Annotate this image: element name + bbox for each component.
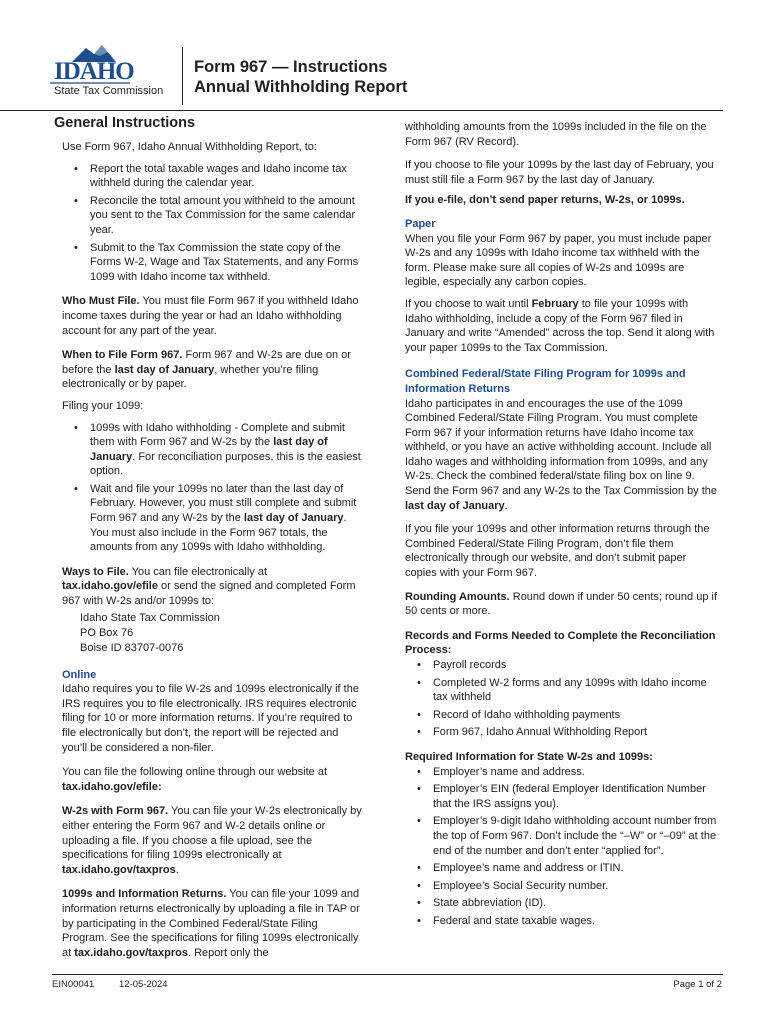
address-line: Idaho State Tax Commission <box>80 611 220 624</box>
footer-divider <box>52 974 723 975</box>
idaho-logo <box>50 42 176 100</box>
form-code: EIN00041 <box>52 979 95 990</box>
w2-end: . <box>175 863 179 876</box>
info-end: . Report only the <box>187 946 269 959</box>
efile-link[interactable]: tax.idaho.gov/efile <box>62 580 158 593</box>
filing-1099-label: Filing your 1099: <box>62 399 144 412</box>
right-column-rule <box>398 110 723 111</box>
ways-text-end: or send the signed and completed Form 967 with W-2s and/or 1099s to: <box>62 580 356 608</box>
list-item: • Employer’s EIN (federal Employer Identification Number that the IRS assigns you). <box>433 782 718 811</box>
list-item: • Form 967, Idaho Annual Withholding Report <box>433 725 718 740</box>
paper-text: When you file your Form 967 by paper, you must include paper W-2s and any 1099s with Idaho income tax withheld with the form. Please make sure all copies of W-2s and 1099s are legible, especially any carbon copies. <box>405 232 712 289</box>
taxpros-link-2[interactable]: tax.idaho.gov/taxpros <box>74 946 188 959</box>
info-label: 1099s and Information Returns. <box>62 888 227 901</box>
mailing-address <box>80 611 362 656</box>
ways-label: Ways to File. <box>62 565 129 578</box>
list-item: • Federal and state taxable wages. <box>433 914 718 929</box>
w2-label: W-2s with Form 967. <box>62 805 169 818</box>
page-subtitle: Annual Withholding Report <box>194 78 408 96</box>
page-header <box>0 0 770 110</box>
header-divider <box>182 47 183 105</box>
rounding-label: Rounding Amounts. <box>405 590 510 603</box>
intro-list <box>62 162 362 285</box>
efile-link-2[interactable]: tax.idaho.gov/efile: <box>62 780 162 793</box>
right-column <box>405 120 718 936</box>
combined-text <box>405 397 718 514</box>
logo-wordmark: IDAHO <box>54 58 134 85</box>
online-heading: Online <box>62 668 97 681</box>
address-line: Boise ID 83707-0076 <box>80 641 184 654</box>
b1-text: 1099s with Idaho withholding - Complete and submit them with Form 967 and W-2s by the <box>90 421 345 449</box>
b1-text-end: . For reconciliation purposes, this is the easiest option. <box>90 450 361 478</box>
wait-text: If you choose to wait until <box>405 297 529 310</box>
list-item: • Employee’s name and address or ITIN. <box>433 861 718 876</box>
who-must-file <box>62 294 362 338</box>
intro-text: Use Form 967, Idaho Annual Withholding Report, to: <box>62 141 317 153</box>
list-item: • Submit to the Tax Commission the state copy of the Forms W-2, Wage and Tax Statements, and any Forms 1099 with Idaho income tax withheld. <box>90 241 362 285</box>
list-item: • Employer’s 9-digit Idaho withholding account number from the top of Form 967. Don’t include the “–W” or “–09” at the end of the number and don’t enter “applied for”. <box>433 814 718 858</box>
combined-body: Idaho participates in and encourages the use of the 1099 Combined Federal/State Filing Program. You must complete Form 967 if your information returns have Idaho income tax withheld, or you have an active withholding account. Include all Idaho wages and withholding information from 1099s, and any W-2s. Check the combined federal/state filing box on line 9. Send the Form 967 and any W-2s to the Tax Commission by the <box>405 397 718 498</box>
when-text: Form 967 and W-2s are due on or before the <box>62 349 351 376</box>
online-text: Idaho requires you to file W-2s and 1099s electronically if the IRS requires you to file electronically. IRS requires electronic filing for 10 or more information returns. If you’re required to file electronically but don’t, the report will be rejected and you’ll be considered a non-filer. <box>62 683 359 754</box>
combined-heading: Combined Federal/State Filing Program for 1099s and Information Returns <box>405 368 686 395</box>
filing-1099-list <box>62 421 362 555</box>
b1-deadline: last day of January <box>90 436 328 463</box>
combined-deadline: last day of January <box>405 499 505 512</box>
paper-heading: Paper <box>405 217 436 230</box>
online-text-2 <box>62 765 362 794</box>
list-item: • Report the total taxable wages and Idaho income tax withheld during the calendar year. <box>90 162 362 191</box>
when-deadline: last day of January <box>114 363 215 376</box>
required-list <box>405 765 718 929</box>
b2-deadline: last day of January <box>243 512 344 525</box>
info-returns-section <box>62 887 362 960</box>
wait-text-end: to file your 1099s with Idaho withholding, include a copy of the Form 967 filed in January and write “Amended” across the top. Send it along with your paper 1099s to the Tax Commission. <box>405 297 715 354</box>
combined-end: . <box>504 499 508 512</box>
list-item: • State abbreviation (ID). <box>433 896 718 911</box>
ways-text: You can file electronically at <box>131 565 268 578</box>
wait-month: February <box>531 297 579 310</box>
section-heading: General Instructions <box>54 115 196 131</box>
february-note: If you choose to file your 1099s by the last day of February, you must still file a Form 967 by the last day of January. <box>405 159 714 186</box>
w2-text: You can file your W-2s electronically by either entering the Form 967 and W-2 details online or uploading a file. If you choose a file upload, see the specifications for filing 1099s electronically at <box>62 805 362 862</box>
when-to-file <box>62 348 362 392</box>
info-text: You can file your 1099 and information returns electronically by uploading a file in TAP or by participating in the Combined Federal/State Filing Program. See the specifications for filing 1099s electronically at <box>62 888 360 959</box>
when-label: When to File Form 967. <box>62 349 183 362</box>
combined-text-2: If you file your 1099s and other information returns through the Combined Federal/State Filing Program, don’t file them electronically through our website, and don’t submit paper copies with your Form 967. <box>405 523 710 580</box>
b2-text-end: . You must also include in the Form 967 totals, the amounts from any 1099s with Idaho withholding. <box>90 512 347 554</box>
list-item: • Reconcile the total amount you withheld to the amount you sent to the Tax Commission for the same calendar year. <box>90 194 362 238</box>
revision-date: 12-05-2024 <box>119 979 168 990</box>
list-item: • Record of Idaho withholding payments <box>433 708 718 723</box>
address-line: PO Box 76 <box>80 626 134 639</box>
left-column <box>62 140 362 967</box>
online-intro: You can file the following online through our website at <box>62 766 327 779</box>
list-item: • Employee’s Social Security number. <box>433 879 718 894</box>
continued-text: withholding amounts from the 1099s included in the file on the Form 967 (RV Record). <box>405 121 707 148</box>
page-number: Page 1 of 2 <box>673 979 722 990</box>
list-item <box>90 482 362 555</box>
logo-subtitle: State Tax Commission <box>54 85 164 97</box>
records-list <box>405 658 718 740</box>
list-item: • Employer’s name and address. <box>433 765 718 780</box>
efile-note: If you e-file, don’t send paper returns, W-2s, or 1099s. <box>405 194 685 207</box>
list-item <box>90 421 362 479</box>
rounding-text: Round down if under 50 cents; round up if 50 cents or more. <box>405 590 717 618</box>
who-text: You must file Form 967 if you withheld Idaho income taxes during the year or had an Idaho withholding account for any part of the year. <box>62 295 359 337</box>
list-item: • Payroll records <box>433 658 718 673</box>
list-item: • Completed W-2 forms and any 1099s with Idaho income tax withheld <box>433 676 718 705</box>
b2-text: Wait and file your 1099s no later than the last day of February. However, you must still complete and submit Form 967 and any W-2s by the <box>90 482 357 525</box>
who-label: Who Must File. <box>62 295 140 308</box>
when-text-end: , whether you’re filing electronically or by paper. <box>62 363 319 391</box>
wait-february <box>405 297 718 355</box>
rounding-amounts <box>405 590 718 619</box>
w2-section <box>62 804 362 877</box>
section-heading-bar <box>0 110 398 137</box>
taxpros-link[interactable]: tax.idaho.gov/taxpros <box>62 863 176 876</box>
page-title: Form 967 — Instructions <box>194 58 388 76</box>
records-heading: Records and Forms Needed to Complete the Reconciliation Process: <box>405 629 716 657</box>
ways-to-file <box>62 565 362 609</box>
required-heading: Required Information for State W-2s and 1099s: <box>405 750 653 763</box>
